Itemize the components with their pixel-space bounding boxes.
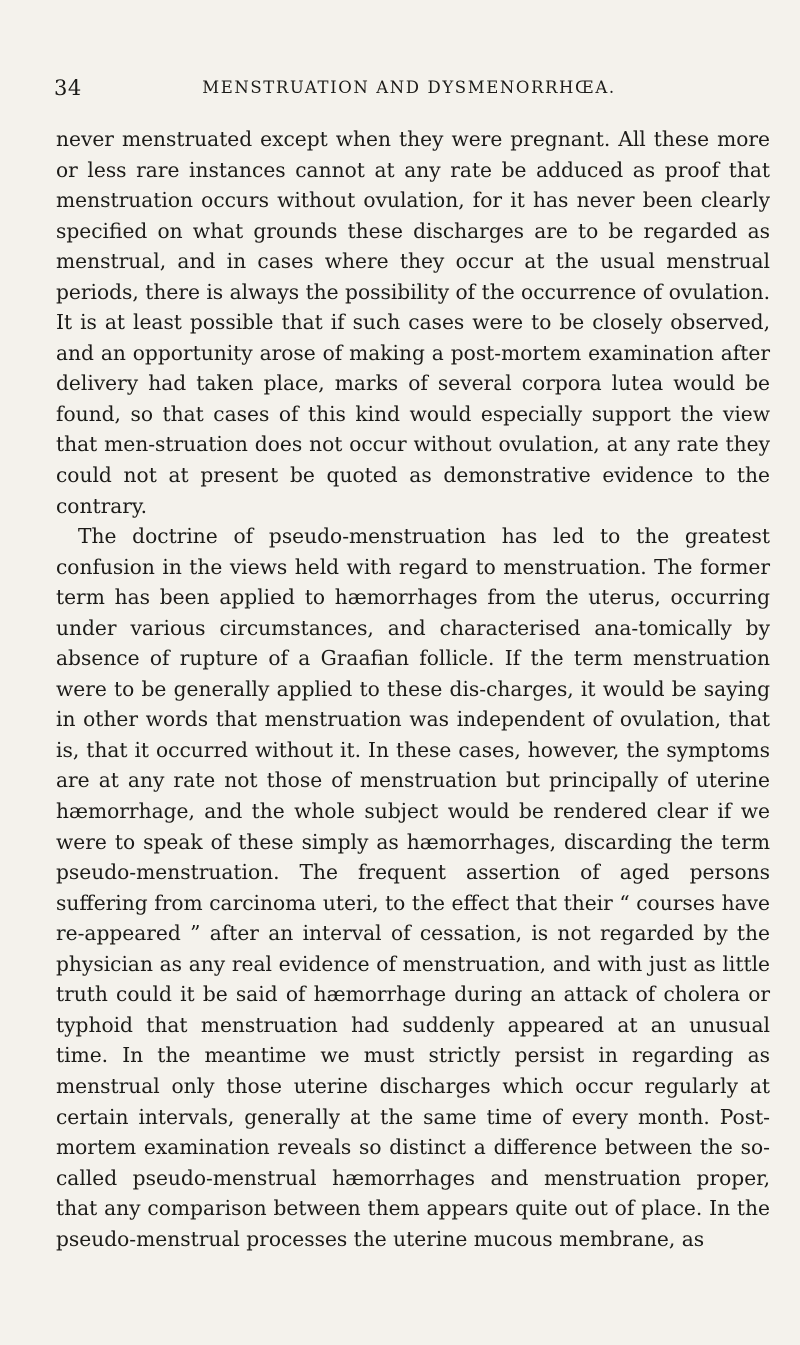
page-number: 34 bbox=[54, 76, 82, 100]
page-header bbox=[54, 76, 764, 106]
paragraph-pseudo-menstruation: The doctrine of pseudo-menstruation has led to the greatest confusion in the views held with regard to menstruation. The former term has been applied to hæmorrhages from the uterus, occurring under various circumstances, and characterised ana-tomically by absence of rupture of a Graafian follicle. If the term menstruation were to be generally applied to these dis-charges, it would be saying in other words that menstruation was independent of ovulation, that is, that it occurred without it. In these cases, however, the symptoms are at any rate not those of menstruation but principally of uterine hæmorrhage, and the whole subject would be rendered clear if we were to speak of these simply as hæmorrhages, discarding the term pseudo-menstruation. The frequent assertion of aged persons suffering from carcinoma uteri, to the effect that their “ courses have re-appeared ” after an interval of cessation, is not regarded by the physician as any real evidence of menstruation, and with just as little truth could it be said of hæmorrhage during an attack of cholera or typhoid that menstruation had suddenly appeared at an unusual time. In the meantime we must strictly persist in regarding as menstrual only those uterine discharges which occur regularly at certain intervals, generally at the same time of every month. Post-mortem examination reveals so distinct a difference between the so-called pseudo-menstrual hæmorrhages and menstruation proper, that any comparison between them appears quite out of place. In the pseudo-menstrual processes the uterine mucous membrane, as bbox=[56, 524, 770, 1251]
running-head: MENSTRUATION AND DYSMENORRHŒA. bbox=[202, 78, 616, 97]
paragraph-continuation: never menstruated except when they were pregnant. All these more or less rare instances cannot at any rate be adduced as proof that menstruation occurs without ovulation, for it has never been clearly specified on what grounds these discharges are to be regarded as menstrual, and in cases where they occur at the usual menstrual periods, there is always the possibility of the occurrence of ovulation. It is at least possible that if such cases were to be closely observed, and an opportunity arose of making a post-mortem examination after delivery had taken place, marks of several corpora lutea would be found, so that cases of this kind would especially support the view that men-struation does not occur without ovulation, at any rate they could not at present be quoted as demonstrative evidence to the contrary. bbox=[56, 127, 770, 518]
body-text bbox=[56, 124, 770, 1254]
